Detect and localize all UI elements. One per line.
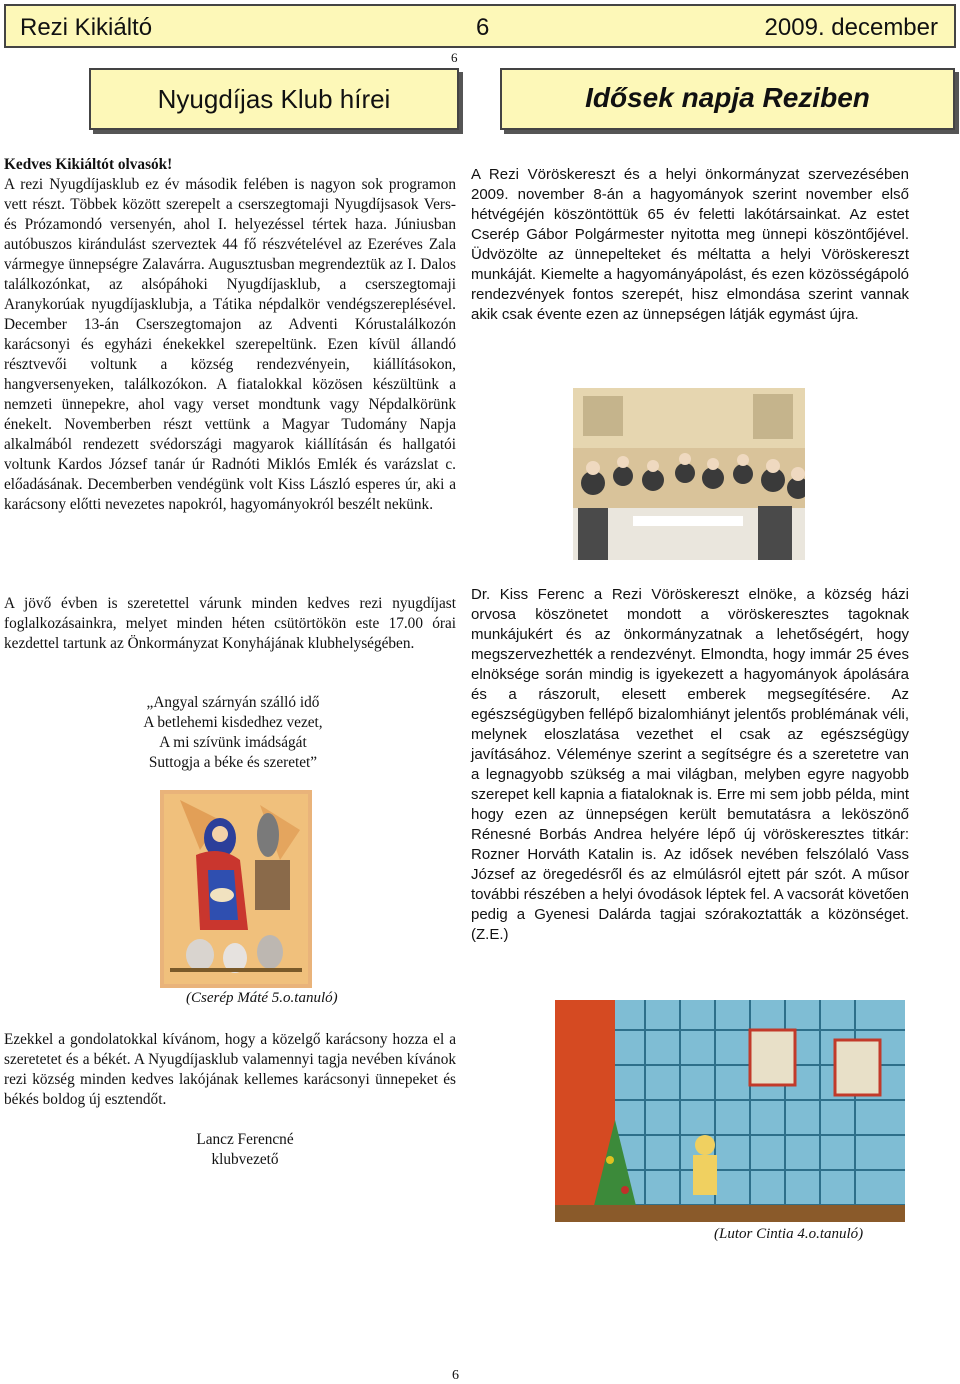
closing-paragraph	[4, 1030, 456, 1110]
invite-paragraph	[4, 594, 456, 654]
right-intro-text: A Rezi Vöröskereszt és a helyi önkormányzat szervezésében 2009. november 8-án a hagyományok szerint november első hétvégéjén köszöntöttük 65 év feletti lakótársainkat. Az estet Cserép Gábor Polgármester nyitotta meg ünnepi köszöntőjével. Üdvözölte az ünnepelteket és méltatta a helyi Vöröskereszt munkáját. Kiemelte a hagyományápolást, és ezen közösségápoló rendezvények fontos szerepét, hisz elmondása szerint vannak akik csak évente ezen az ünnepségen látják egymást újra.	[471, 166, 909, 323]
closing-text: Ezekkel a gondolatokkal kívánom, hogy a közelgő karácsony hozza el a szeretetet és a békét. A Nyugdíjasklub valamennyi tagja nevében kívánok rezi község minden kedves lakójának kellemes karácsonyi ünnepeket és békés boldog új esztendőt.	[4, 1031, 456, 1108]
issue-date: 2009. december	[764, 14, 938, 41]
drawing-caption-right: (Lutor Cintia 4.o.tanuló)	[714, 1226, 864, 1242]
small-page-number: 6	[451, 50, 458, 65]
signature-role: klubvezető	[211, 1151, 279, 1168]
poem-line: A betlehemi kisdedhez vezet,	[143, 714, 323, 731]
poem	[108, 693, 358, 773]
right-title-box	[500, 68, 955, 130]
nativity-drawing	[160, 790, 312, 988]
poem-line: A mi szívünk imádságát	[159, 734, 307, 751]
window-drawing	[555, 1000, 905, 1222]
signature	[160, 1130, 330, 1170]
left-title-box	[89, 68, 459, 130]
left-article-body: A rezi Nyugdíjasklub ez év második felében is nagyon sok programon vett részt. Többek között szerepelt a cserszegtomaji Nyugdíjsasok Vers- és Prózamondó versenyén, ahol I. helyezéssel tértek haza. Júniusban autóbuszos kirándulást szerveztek 44 fő részvételével az Ezeréves Zala vármegye ünnepségre Zalavárra. Augusztusban megrendeztük az I. Dalos találkozónkat, az alsópáhoki Nyugdíjasklub, a cserszegtomaji Aranykorúak nyugdíjasklubja, a Tátika népdalkör vendégszereplésével. December 13-án Cserszegtomajon az Adventi Kórustalálkozón karácsonyi és egyházi énekekkel szerepeltünk. Ezen kívül állandó résztvevői voltunk a község rendezvényein, kiállításokon, hangversenyeken, találkozókon. A fiatalokkal közösen készültünk a nemzeti ünnepekre, ahol vagy verset mondtunk vagy Népdalkörünk énekelt. Novemberben részt vettünk a Magyar Tudomány Napja alkalmából rendezett svédországi magyarok kiállításán és hallgatói voltunk Kardos József tanár úr Radnóti Miklós Emlék és varázslat c. előadásának. Decemberben vendégünk volt Kiss László esperes úr, aki a karácsony előtti nevezetes napokról, hagyományokról beszélt nekünk.	[4, 176, 456, 513]
drawing-caption-left: (Cserép Máté 5.o.tanuló)	[186, 990, 338, 1006]
footer-page-number: 6	[452, 1368, 459, 1383]
page-number: 6	[476, 14, 490, 41]
greeting: Kedves Kikiáltót olvasók!	[4, 156, 173, 173]
right-article-body	[471, 585, 909, 945]
left-article	[4, 155, 456, 515]
left-section-title: Nyugdíjas Klub hírei	[157, 84, 391, 114]
poem-line: „Angyal szárnyán szálló idő	[146, 694, 320, 711]
right-section-title: Idősek napja Reziben	[585, 82, 870, 113]
invite-text: A jövő évben is szeretettel várunk minden kedves rezi nyugdíjast foglalkozásainkra, melyet minden héten csütörtökön este 17.00 órai kezdettel tartunk az Önkormányzat Konyhájának klubhelységében.	[4, 595, 456, 652]
publication-name: Rezi Kikiáltó	[20, 14, 153, 41]
signature-name: Lancz Ferencné	[196, 1131, 294, 1148]
right-body-text: Dr. Kiss Ferenc a Rezi Vöröskereszt elnöke, a község házi orvosa köszönetet mondott a vöröskeresztes tagoknak munkájukért és az önkormányzatnak a lehetőségért, hogy megszervezhették a rendezvényt. Elmondta, hogy immár 25 éves elnöksége során mindig is igyekezett a hagyományok ápolására és a rászorult, elesett emberek megsegítésére. Az egészségügyben fellépő bizalomhiányt jelentős problémának véli, melynek eloszlatása vezethet el csak az egészségügy javításához. Véleménye szerint a segítségre és a szeretetre van a legnagyobb szükség a mai világban, melyben egyre nagyobb szerepet kell kapnia a fiataloknak is. Erre mi sem jobb példa, mint hogy ezen az ünnepségen került bemutatásra a leköszönő Rénesné Borbás Andrea helyére lépő új vöröskeresztes titkár: Rozner Horváth Katalin is. Az idősek nevében felszólaló Vass József az öregedésről és az elmúlásról ejtett pár szót. A műsor további részében a helyi óvodások léptek fel. A vacsorát követően pedig a Gyenesi Dalárda tagjai szórakoztatták a közönséget. (Z.E.)	[471, 586, 909, 943]
header-bar	[4, 4, 956, 48]
right-article-intro	[471, 165, 909, 325]
event-photo	[573, 388, 805, 560]
poem-line: Suttogja a béke és szeretet”	[148, 754, 318, 771]
